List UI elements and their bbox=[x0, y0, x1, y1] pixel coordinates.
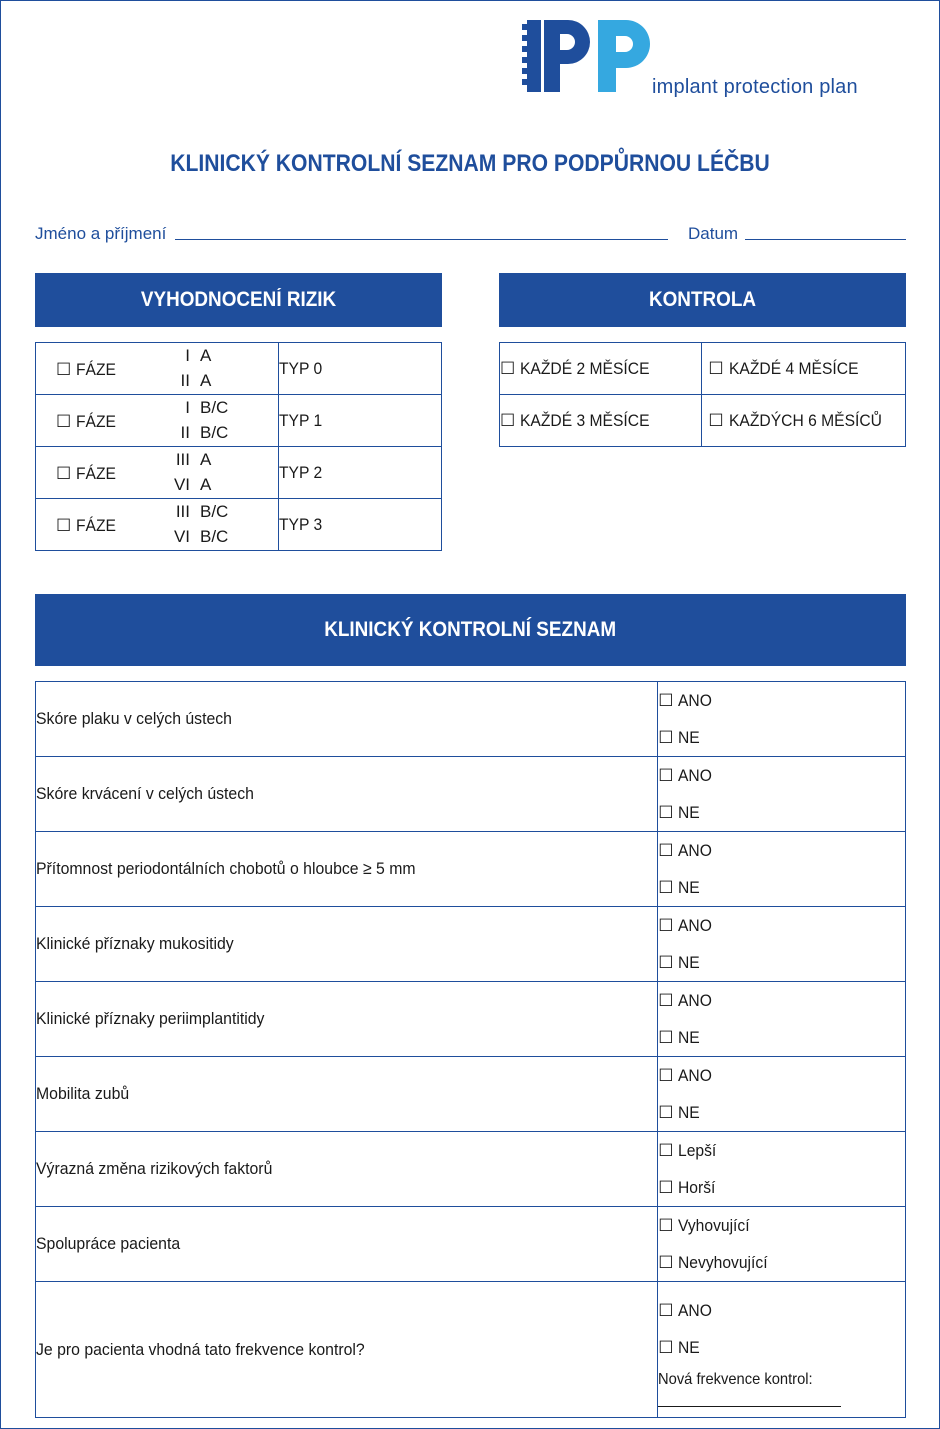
phase-cell[interactable] bbox=[36, 343, 279, 395]
option-yes[interactable]: ☐ ANO bbox=[658, 691, 713, 710]
phase-roman: III bbox=[175, 450, 190, 469]
checkbox-icon[interactable]: ☐ bbox=[658, 1301, 674, 1320]
checklist-row bbox=[36, 1132, 906, 1207]
type-cell: TYP 2 bbox=[279, 447, 442, 499]
checkbox-icon[interactable]: ☐ bbox=[658, 766, 674, 785]
option-satisfactory[interactable]: ☐ Vyhovující bbox=[658, 1216, 751, 1235]
checkbox-icon[interactable]: ☐ bbox=[500, 358, 516, 378]
question-cell: Klinické příznaky periimplantitidy bbox=[36, 982, 658, 1057]
checklist-row bbox=[36, 1207, 906, 1282]
checklist-row bbox=[36, 907, 906, 982]
checkbox-icon[interactable]: ☐ bbox=[658, 1066, 674, 1085]
phase-label: FÁZE bbox=[76, 516, 117, 535]
question-cell: Skóre krvácení v celých ústech bbox=[36, 757, 658, 832]
risk-row bbox=[36, 499, 442, 551]
checkbox-icon[interactable]: ☐ bbox=[658, 691, 674, 710]
question-cell: Výrazná změna rizikových faktorů bbox=[36, 1132, 658, 1207]
frequency-option[interactable]: ☐ KAŽDÉ 4 MĚSÍCE bbox=[702, 343, 906, 395]
checkbox-icon[interactable]: ☐ bbox=[56, 412, 72, 431]
option-yes[interactable]: ☐ ANO bbox=[658, 916, 713, 935]
phase-cell[interactable] bbox=[36, 499, 279, 551]
checkbox-icon[interactable]: ☐ bbox=[658, 991, 674, 1010]
checkbox-icon[interactable]: ☐ bbox=[658, 1178, 674, 1197]
question-cell: Mobilita zubů bbox=[36, 1057, 658, 1132]
option-yes[interactable]: ☐ ANO bbox=[658, 1066, 713, 1085]
phase-grade: A bbox=[200, 346, 212, 365]
checkbox-icon[interactable]: ☐ bbox=[708, 358, 724, 378]
options-cell bbox=[658, 682, 906, 757]
phase-grade: B/C bbox=[200, 527, 229, 546]
risk-row bbox=[36, 447, 442, 499]
option-no[interactable]: ☐ NE bbox=[658, 1103, 701, 1122]
question-cell: Skóre plaku v celých ústech bbox=[36, 682, 658, 757]
control-table bbox=[499, 342, 906, 447]
page-title: KLINICKÝ KONTROLNÍ SEZNAM PRO PODPŮRNOU LÉČBU bbox=[170, 150, 770, 177]
checkbox-icon[interactable]: ☐ bbox=[658, 878, 674, 897]
checkbox-icon[interactable]: ☐ bbox=[658, 803, 674, 822]
phase-grade: A bbox=[200, 371, 212, 390]
phase-roman: I bbox=[185, 346, 190, 365]
phase-grade: A bbox=[200, 450, 212, 469]
option-no[interactable]: ☐ NE bbox=[658, 878, 701, 897]
checkbox-icon[interactable]: ☐ bbox=[658, 1103, 674, 1122]
checklist-row bbox=[36, 982, 906, 1057]
options-cell bbox=[658, 1057, 906, 1132]
frequency-option[interactable]: ☐ KAŽDÝCH 6 MĚSÍCŮ bbox=[702, 395, 906, 447]
checkbox-icon[interactable]: ☐ bbox=[658, 841, 674, 860]
checkbox-icon[interactable]: ☐ bbox=[500, 410, 516, 430]
phase-roman: II bbox=[180, 371, 190, 390]
phase-roman: VI bbox=[173, 527, 190, 546]
phase-roman: I bbox=[185, 398, 190, 417]
checklist-row bbox=[36, 682, 906, 757]
checklist-header-label: KLINICKÝ KONTROLNÍ SEZNAM bbox=[324, 618, 617, 641]
option-yes[interactable]: ☐ ANO bbox=[658, 841, 713, 860]
type-cell: TYP 0 bbox=[279, 343, 442, 395]
phase-grade: B/C bbox=[200, 398, 229, 417]
option-better[interactable]: ☐ Lepší bbox=[658, 1141, 717, 1160]
type-cell: TYP 1 bbox=[279, 395, 442, 447]
phase-roman: II bbox=[180, 423, 190, 442]
checkbox-icon[interactable]: ☐ bbox=[56, 464, 72, 483]
logo-text: implant protection plan bbox=[652, 76, 858, 98]
phase-roman: III bbox=[175, 502, 190, 521]
name-field[interactable] bbox=[175, 239, 668, 240]
checklist-row bbox=[36, 757, 906, 832]
new-frequency-label: Nová frekvence kontrol: bbox=[658, 1371, 813, 1388]
checkbox-icon[interactable]: ☐ bbox=[658, 953, 674, 972]
checkbox-icon[interactable]: ☐ bbox=[658, 1216, 674, 1235]
checklist-table bbox=[35, 681, 906, 1418]
checkbox-icon[interactable]: ☐ bbox=[658, 916, 674, 935]
checkbox-icon[interactable]: ☐ bbox=[658, 1141, 674, 1160]
question-cell: Je pro pacienta vhodná tato frekvence kontrol? bbox=[36, 1282, 658, 1418]
option-no[interactable]: ☐ NE bbox=[658, 803, 701, 822]
date-field[interactable] bbox=[745, 239, 906, 240]
phase-label: FÁZE bbox=[76, 464, 117, 483]
checkbox-icon[interactable]: ☐ bbox=[658, 728, 674, 747]
risk-header-label: VYHODNOCENÍ RIZIK bbox=[140, 288, 337, 311]
frequency-option[interactable]: ☐ KAŽDÉ 3 MĚSÍCE bbox=[500, 395, 702, 447]
phase-label: FÁZE bbox=[76, 360, 117, 379]
question-cell: Přítomnost periodontálních chobotů o hloubce ≥ 5 mm bbox=[36, 832, 658, 907]
type-cell: TYP 3 bbox=[279, 499, 442, 551]
option-yes[interactable]: ☐ ANO bbox=[658, 1301, 713, 1320]
checklist-row bbox=[36, 1057, 906, 1132]
checkbox-icon[interactable]: ☐ bbox=[56, 516, 72, 535]
checkbox-icon[interactable]: ☐ bbox=[658, 1028, 674, 1047]
checklist-row bbox=[36, 832, 906, 907]
risk-table bbox=[35, 342, 442, 551]
option-yes[interactable]: ☐ ANO bbox=[658, 766, 713, 785]
option-no[interactable]: ☐ NE bbox=[658, 1338, 701, 1357]
phase-grade: A bbox=[200, 475, 212, 494]
phase-grade: B/C bbox=[200, 502, 229, 521]
question-cell: Spolupráce pacienta bbox=[36, 1207, 658, 1282]
risk-row bbox=[36, 343, 442, 395]
phase-cell[interactable] bbox=[36, 395, 279, 447]
option-unsatisfactory[interactable]: ☐ Nevyhovující bbox=[658, 1253, 769, 1272]
option-worse[interactable]: ☐ Horší bbox=[658, 1178, 716, 1197]
date-label: Datum bbox=[688, 224, 739, 243]
options-cell bbox=[658, 757, 906, 832]
checkbox-icon[interactable]: ☐ bbox=[658, 1338, 674, 1357]
checkbox-icon[interactable]: ☐ bbox=[658, 1253, 674, 1272]
new-frequency-field[interactable] bbox=[658, 1406, 841, 1407]
risk-row bbox=[36, 395, 442, 447]
question-cell: Klinické příznaky mukositidy bbox=[36, 907, 658, 982]
option-yes[interactable]: ☐ ANO bbox=[658, 991, 713, 1010]
phase-grade: B/C bbox=[200, 423, 229, 442]
checklist-row-last bbox=[36, 1282, 906, 1418]
control-header-label: KONTROLA bbox=[648, 288, 757, 311]
options-cell bbox=[658, 907, 906, 982]
options-cell bbox=[658, 1132, 906, 1207]
options-cell bbox=[658, 1282, 906, 1418]
phase-cell[interactable] bbox=[36, 447, 279, 499]
options-cell bbox=[658, 1207, 906, 1282]
checkbox-icon[interactable]: ☐ bbox=[56, 360, 72, 379]
options-cell bbox=[658, 832, 906, 907]
option-no[interactable]: ☐ NE bbox=[658, 1028, 701, 1047]
control-header bbox=[499, 273, 906, 327]
frequency-option[interactable]: ☐ KAŽDÉ 2 MĚSÍCE bbox=[500, 343, 702, 395]
option-no[interactable]: ☐ NE bbox=[658, 953, 701, 972]
phase-roman: VI bbox=[173, 475, 190, 494]
risk-header bbox=[35, 273, 442, 327]
option-no[interactable]: ☐ NE bbox=[658, 728, 701, 747]
name-label: Jméno a příjmení bbox=[35, 224, 167, 243]
checkbox-icon[interactable]: ☐ bbox=[708, 410, 724, 430]
checklist-header bbox=[35, 594, 906, 666]
options-cell bbox=[658, 982, 906, 1057]
phase-label: FÁZE bbox=[76, 412, 117, 431]
